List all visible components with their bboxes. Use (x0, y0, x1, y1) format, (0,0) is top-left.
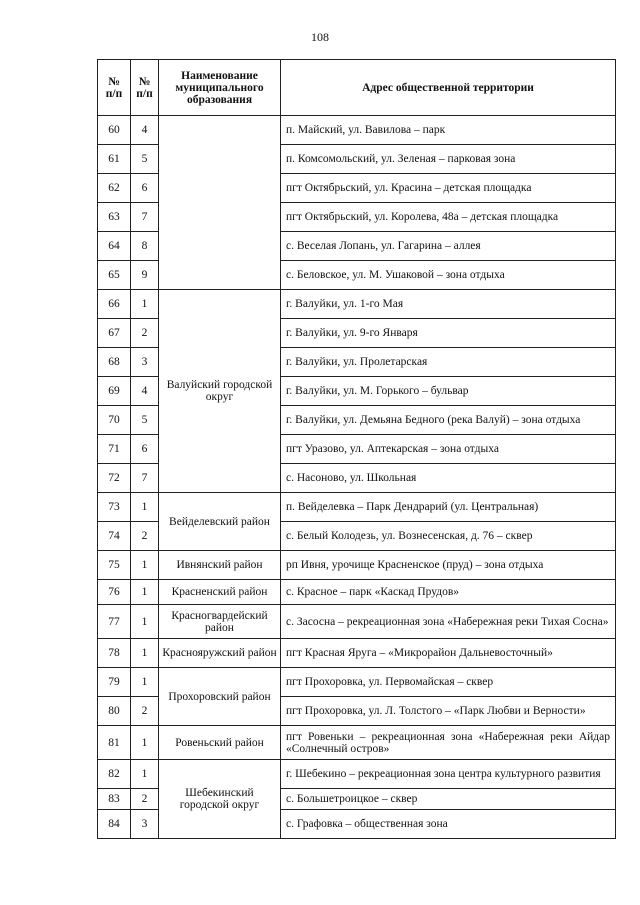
row-number: 67 (98, 319, 131, 348)
territory-address: пгт Красная Яруга – «Микрорайон Дальневосточный» (281, 639, 616, 668)
row-number: 77 (98, 605, 131, 639)
row-sub-number: 1 (131, 290, 159, 319)
row-number: 80 (98, 697, 131, 726)
municipality-name (159, 116, 281, 290)
municipality-name: Краснояружский район (159, 639, 281, 668)
row-sub-number: 3 (131, 810, 159, 839)
row-number: 66 (98, 290, 131, 319)
row-sub-number: 1 (131, 726, 159, 760)
table-row (98, 726, 616, 760)
row-number: 73 (98, 493, 131, 522)
territory-address: с. Белый Колодезь, ул. Вознесенская, д. 76 – сквер (281, 522, 616, 551)
row-number: 84 (98, 810, 131, 839)
territory-address: г. Валуйки, ул. 9-го Января (281, 319, 616, 348)
row-number: 61 (98, 145, 131, 174)
territory-address: с. Беловское, ул. М. Ушаковой – зона отдыха (281, 261, 616, 290)
row-sub-number: 2 (131, 319, 159, 348)
territory-address: г. Валуйки, ул. Пролетарская (281, 348, 616, 377)
territory-address: с. Веселая Лопань, ул. Гагарина – аллея (281, 232, 616, 261)
table-row (98, 605, 616, 639)
table-row (98, 290, 616, 319)
table-row (98, 551, 616, 580)
public-territories-table (97, 59, 616, 839)
territory-address: с. Насоново, ул. Школьная (281, 464, 616, 493)
table-body (98, 116, 616, 839)
territory-address: г. Шебекино – рекреационная зона центра культурного развития (281, 760, 616, 789)
territory-address: с. Большетроицкое – сквер (281, 789, 616, 810)
row-sub-number: 7 (131, 203, 159, 232)
municipality-name: Валуйский городской округ (159, 290, 281, 493)
row-sub-number: 1 (131, 605, 159, 639)
municipality-name: Ивнянский район (159, 551, 281, 580)
territory-address: пгт Уразово, ул. Аптекарская – зона отдыха (281, 435, 616, 464)
municipality-name: Красногвардейский район (159, 605, 281, 639)
territory-address: пгт Октябрьский, ул. Королева, 48а – детская площадка (281, 203, 616, 232)
table-row (98, 493, 616, 522)
row-number: 75 (98, 551, 131, 580)
table-row (98, 116, 616, 145)
row-sub-number: 1 (131, 551, 159, 580)
territory-address: п. Майский, ул. Вавилова – парк (281, 116, 616, 145)
header-municipality: Наименование муниципального образования (159, 60, 281, 116)
territory-address: с. Засосна – рекреационная зона «Набережная реки Тихая Сосна» (281, 605, 616, 639)
row-number: 79 (98, 668, 131, 697)
table-row (98, 760, 616, 789)
row-sub-number: 6 (131, 174, 159, 203)
row-number: 68 (98, 348, 131, 377)
row-number: 60 (98, 116, 131, 145)
row-sub-number: 7 (131, 464, 159, 493)
row-number: 70 (98, 406, 131, 435)
row-number: 64 (98, 232, 131, 261)
row-number: 76 (98, 580, 131, 605)
territory-address: пгт Ровеньки – рекреационная зона «Набережная реки Айдар «Солнечный остров» (281, 726, 616, 760)
territory-address: с. Графовка – общественная зона (281, 810, 616, 839)
municipality-name: Шебекинский городской округ (159, 760, 281, 839)
territory-address: рп Ивня, урочище Красненское (пруд) – зона отдыха (281, 551, 616, 580)
table-row (98, 668, 616, 697)
territory-address: пгт Прохоровка, ул. Л. Толстого – «Парк Любви и Верности» (281, 697, 616, 726)
row-sub-number: 1 (131, 668, 159, 697)
row-number: 72 (98, 464, 131, 493)
table-row (98, 580, 616, 605)
territory-address: пгт Октябрьский, ул. Красина – детская площадка (281, 174, 616, 203)
territory-address: пгт Прохоровка, ул. Первомайская – сквер (281, 668, 616, 697)
territory-address: п. Комсомольский, ул. Зеленая – парковая зона (281, 145, 616, 174)
row-sub-number: 5 (131, 406, 159, 435)
row-sub-number: 1 (131, 760, 159, 789)
row-number: 71 (98, 435, 131, 464)
table-header-row (98, 60, 616, 116)
header-address: Адрес общественной территории (281, 60, 616, 116)
row-sub-number: 3 (131, 348, 159, 377)
row-sub-number: 2 (131, 522, 159, 551)
municipality-name: Красненский район (159, 580, 281, 605)
row-sub-number: 1 (131, 639, 159, 668)
row-sub-number: 2 (131, 789, 159, 810)
row-number: 74 (98, 522, 131, 551)
row-sub-number: 4 (131, 377, 159, 406)
territory-address: г. Валуйки, ул. 1-го Мая (281, 290, 616, 319)
row-number: 63 (98, 203, 131, 232)
table-row (98, 639, 616, 668)
row-sub-number: 6 (131, 435, 159, 464)
territory-address: г. Валуйки, ул. Демьяна Бедного (река Валуй) – зона отдыха (281, 406, 616, 435)
territory-address: г. Валуйки, ул. М. Горького – бульвар (281, 377, 616, 406)
page-number: 108 (311, 30, 329, 44)
row-sub-number: 5 (131, 145, 159, 174)
row-number: 82 (98, 760, 131, 789)
row-sub-number: 9 (131, 261, 159, 290)
municipality-name: Прохоровский район (159, 668, 281, 726)
row-number: 78 (98, 639, 131, 668)
row-sub-number: 1 (131, 493, 159, 522)
row-number: 62 (98, 174, 131, 203)
header-number: № п/п (98, 60, 131, 116)
row-number: 83 (98, 789, 131, 810)
row-sub-number: 1 (131, 580, 159, 605)
municipality-name: Ровеньский район (159, 726, 281, 760)
row-sub-number: 4 (131, 116, 159, 145)
row-number: 69 (98, 377, 131, 406)
row-number: 65 (98, 261, 131, 290)
territory-address: с. Красное – парк «Каскад Прудов» (281, 580, 616, 605)
municipality-name: Вейделевский район (159, 493, 281, 551)
row-sub-number: 8 (131, 232, 159, 261)
row-number: 81 (98, 726, 131, 760)
territory-address: п. Вейделевка – Парк Дендрарий (ул. Центральная) (281, 493, 616, 522)
row-sub-number: 2 (131, 697, 159, 726)
header-sub-number: № п/п (131, 60, 159, 116)
